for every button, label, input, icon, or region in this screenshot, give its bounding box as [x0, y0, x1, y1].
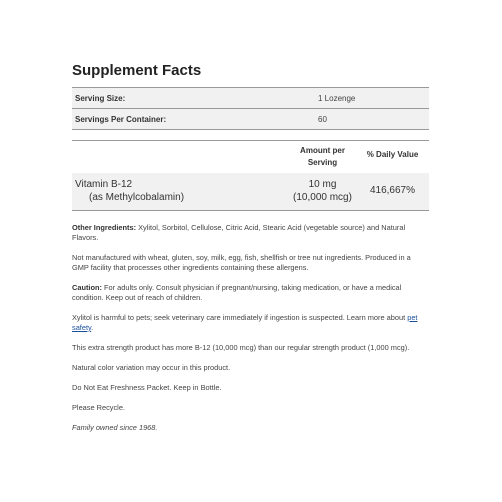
- amount-per-serving-header: [285, 145, 360, 169]
- nutrient-name-cell: [75, 178, 184, 204]
- recycle-statement: Please Recycle.: [72, 403, 125, 412]
- nutrient-daily-value: 416,667%: [369, 185, 416, 196]
- freshness-packet-statement: Do Not Eat Freshness Packet. Keep in Bottle.: [72, 383, 222, 392]
- nutrient-form: (as Methylcobalamin): [89, 192, 185, 203]
- servings-per-container-label: Servings Per Container:: [75, 114, 167, 124]
- pet-safety-link[interactable]: pet safety: [72, 313, 418, 332]
- serving-size-row: [72, 88, 429, 109]
- amount-header-line1: Amount per: [300, 146, 345, 155]
- serving-size-label: Serving Size:: [75, 93, 126, 103]
- xylitol-end: .: [91, 323, 94, 332]
- daily-value-header: % Daily Value: [366, 150, 419, 159]
- family-owned-text: Family owned since 1968.: [72, 423, 158, 432]
- other-ingredients-label: Other Ingredients:: [72, 223, 137, 232]
- nutrient-amount-cell: [285, 178, 360, 204]
- xylitol-warning: [72, 313, 429, 333]
- nutrient-amount-alt: (10,000 mcg): [293, 192, 352, 203]
- nutrient-row: [72, 173, 429, 211]
- servings-per-container-row: [72, 109, 429, 130]
- serving-size-value: 1 Lozenge: [318, 93, 356, 103]
- serving-table: [72, 87, 429, 130]
- amount-header-line2: Serving: [307, 158, 338, 167]
- caution-statement: [72, 283, 429, 303]
- allergen-statement: Not manufactured with wheat, gluten, soy, milk, egg, fish, shellfish or tree nut ingredients. Produced in a GMP facility that processes other ingredients containing these allergens.: [72, 253, 411, 272]
- caution-text: For adults only. Consult physician if pregnant/nursing, taking medication, or have a medical condition. Keep out of reach of children.: [72, 283, 402, 302]
- other-ingredients: [72, 223, 429, 243]
- other-ingredients-text: Xylitol, Sorbitol, Cellulose, Citric Acid, Stearic Acid (vegetable source) and Natural Flavors.: [72, 223, 406, 242]
- nutrient-name: Vitamin B-12: [75, 179, 133, 190]
- servings-per-container-value: 60: [318, 114, 327, 124]
- label-notes: [72, 223, 429, 443]
- color-variation-statement: Natural color variation may occur in this product.: [72, 363, 231, 372]
- nutrient-amount: 10 mg: [308, 179, 337, 190]
- nutrient-table-header: [72, 140, 429, 175]
- family-owned-statement: [72, 423, 429, 433]
- caution-label: Caution:: [72, 283, 102, 292]
- page-title: Supplement Facts: [72, 62, 202, 79]
- strength-statement: This extra strength product has more B-12 (10,000 mcg) than our regular strength product (1,000 mcg).: [72, 343, 410, 352]
- xylitol-text: Xylitol is harmful to pets; seek veterinary care immediately if ingestion is suspected. Learn more about: [72, 313, 408, 322]
